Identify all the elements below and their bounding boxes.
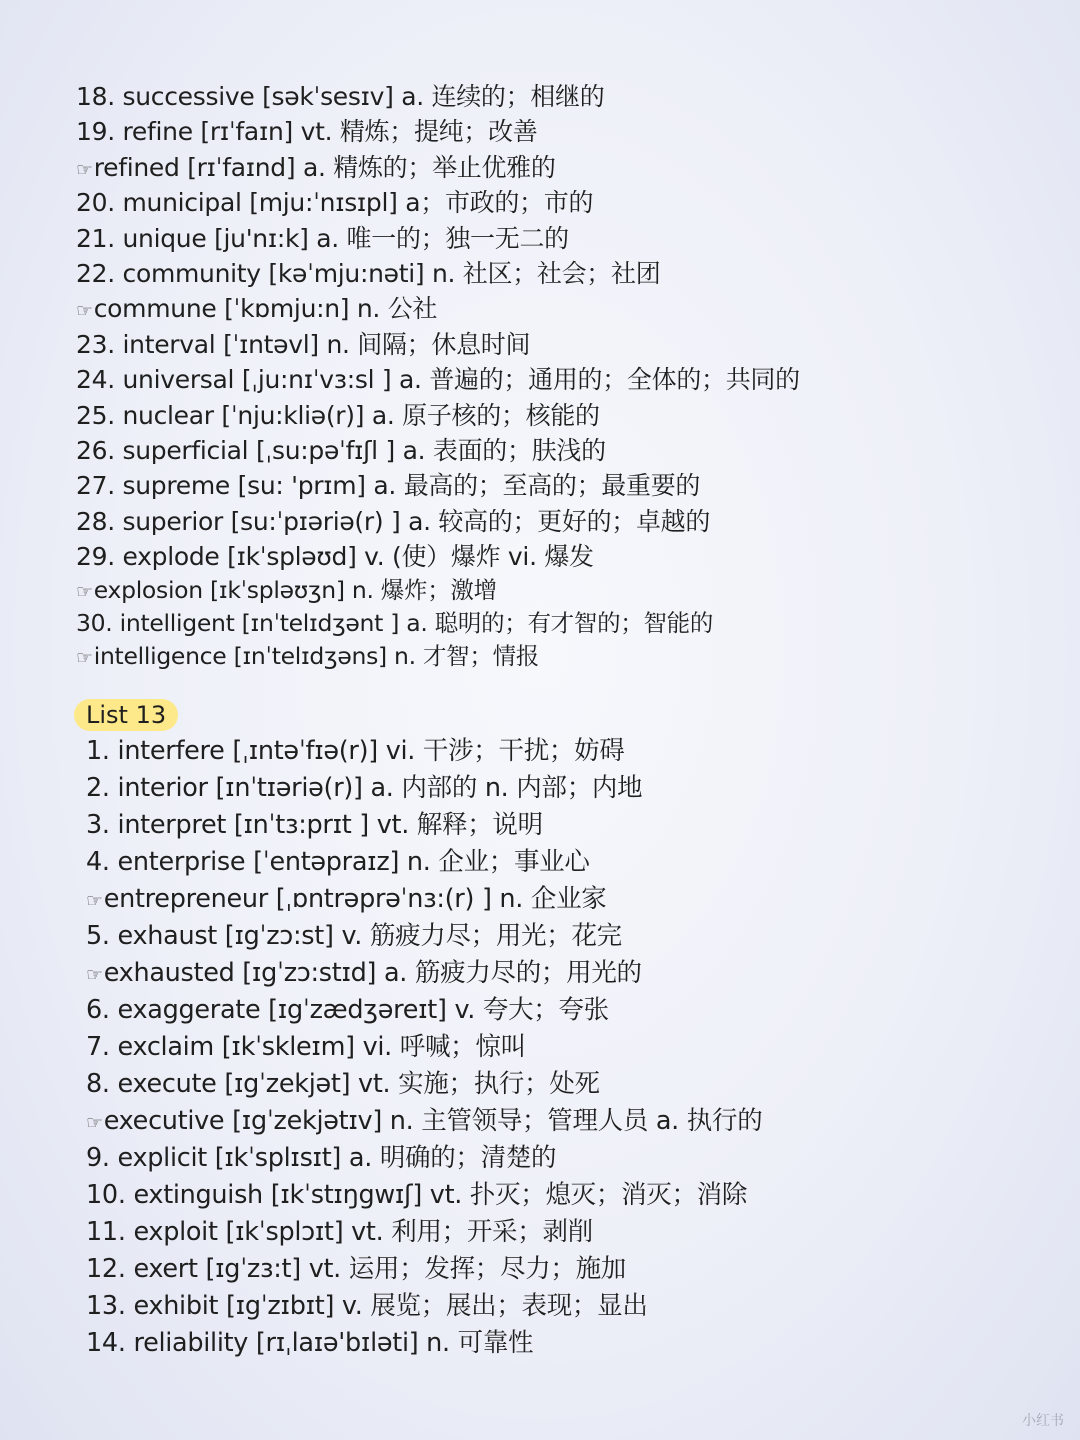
vocab-entry <box>76 607 1060 640</box>
entry-text: 25. nuclear [ˈnju:kliə(r)] a. 原子核的；核能的 <box>76 400 600 430</box>
vocab-list-part-1 <box>76 79 1060 673</box>
derived-word-entry <box>86 881 1060 918</box>
vocab-entry <box>76 362 1060 397</box>
vocab-entry <box>76 114 1060 149</box>
entry-text: 14. reliability [rɪˌlaɪə'bɪləti] n. 可靠性 <box>86 1328 534 1358</box>
entry-text: 26. superficial [ˌsu:pəˈfɪʃl ] a. 表面的；肤浅的 <box>76 435 606 465</box>
vocab-entry <box>76 468 1060 503</box>
derived-word-entry <box>76 574 1060 607</box>
pointing-hand-icon: ☞ <box>86 964 103 986</box>
entry-text: 28. superior [su:ˈpɪəriə(r) ] a. 较高的；更好的；卓越的 <box>76 506 711 536</box>
vocab-entry <box>86 807 1060 844</box>
vocab-entry <box>76 327 1060 362</box>
entry-text: 7. exclaim [ɪkˈskleɪm] vi. 呼喊；惊叫 <box>86 1032 526 1062</box>
entry-text: 30. intelligent [ɪnˈtelɪdʒənt ] a. 聪明的；有才智的；智能的 <box>76 609 714 638</box>
entry-text: 5. exhaust [ɪgˈzɔ:st] v. 筋疲力尽；用光；花完 <box>86 921 622 951</box>
entry-text: 21. unique [ju'nɪ:k] a. 唯一的；独一无二的 <box>76 223 569 253</box>
entry-text: 12. exert [ɪgˈzɜ:t] vt. 运用；发挥；尽力；施加 <box>86 1254 626 1284</box>
vocab-list-13 <box>86 733 1060 1362</box>
vocab-entry <box>86 1251 1060 1288</box>
entry-text: 18. successive [səkˈsesɪv] a. 连续的；相继的 <box>76 82 605 111</box>
entry-text: intelligence [ɪnˈtelɪdʒəns] n. 才智；情报 <box>93 642 539 671</box>
entry-text: 22. community [kəˈmju:nəti] n. 社区；社会；社团 <box>76 258 661 288</box>
derived-word-entry <box>76 291 1060 326</box>
vocab-entry <box>76 79 1060 114</box>
pointing-hand-icon: ☞ <box>86 890 103 912</box>
vocab-entry <box>86 1066 1060 1103</box>
vocab-entry <box>86 1325 1060 1362</box>
entry-text: 3. interpret [ɪnˈtɜ:prɪt ] vt. 解释；说明 <box>86 810 543 840</box>
entry-text: refined [rɪˈfaɪnd] a. 精炼的；举止优雅的 <box>93 152 556 182</box>
entry-text: 13. exhibit [ɪgˈzɪbɪt] v. 展览；展出；表现；显出 <box>86 1291 648 1321</box>
pointing-hand-icon: ☞ <box>76 158 93 181</box>
vocab-entry <box>86 844 1060 881</box>
vocab-entry <box>86 1140 1060 1177</box>
list-title: List 13 <box>74 699 178 731</box>
pointing-hand-icon: ☞ <box>76 581 93 604</box>
pointing-hand-icon: ☞ <box>86 1112 103 1134</box>
vocab-entry <box>86 918 1060 955</box>
vocab-entry <box>76 433 1060 468</box>
pointing-hand-icon: ☞ <box>76 647 93 670</box>
entry-text: exhausted [ɪgˈzɔ:stɪd] a. 筋疲力尽的；用光的 <box>103 958 642 988</box>
vocab-entry <box>76 185 1060 220</box>
entry-text: 2. interior [ɪnˈtɪəriə(r)] a. 内部的 n. 内部；内地 <box>86 773 643 803</box>
derived-word-entry <box>86 955 1060 992</box>
vocab-entry <box>86 733 1060 770</box>
vocab-entry <box>86 992 1060 1029</box>
entry-text: explosion [ɪkˈspləʊʒn] n. 爆炸；激增 <box>93 576 497 605</box>
vocab-entry <box>76 539 1060 574</box>
vocab-entry <box>86 1288 1060 1325</box>
derived-word-entry <box>76 640 1060 673</box>
entry-text: 24. universal [ˌju:nɪˈvɜ:sl ] a. 普遍的；通用的；全体的；共同的 <box>76 365 800 395</box>
vocab-entry <box>86 1029 1060 1066</box>
vocab-entry <box>86 1214 1060 1251</box>
entry-text: 23. interval [ˈɪntəvl] n. 间隔；休息时间 <box>76 329 531 359</box>
entry-text: 4. enterprise [ˈentəpraɪz] n. 企业；事业心 <box>86 847 590 877</box>
entry-text: 29. explode [ɪkˈspləʊd] v. (使）爆炸 vi. 爆发 <box>76 542 594 572</box>
derived-word-entry <box>76 150 1060 185</box>
vocab-entry <box>86 770 1060 807</box>
vocab-entry <box>86 1177 1060 1214</box>
vocab-entry <box>76 221 1060 256</box>
vocab-entry <box>76 398 1060 433</box>
vocab-entry <box>76 504 1060 539</box>
pointing-hand-icon: ☞ <box>76 300 93 323</box>
entry-text: 9. explicit [ɪkˈsplɪsɪt] a. 明确的；清楚的 <box>86 1143 557 1173</box>
entry-text: executive [ɪgˈzekjətɪv] n. 主管领导；管理人员 a. 执行的 <box>103 1106 763 1136</box>
derived-word-entry <box>86 1103 1060 1140</box>
entry-text: 20. municipal [mju:ˈnɪsɪpl] a；市政的；市的 <box>76 188 594 218</box>
entry-text: 19. refine [rɪˈfaɪn] vt. 精炼；提纯；改善 <box>76 117 538 147</box>
entry-text: 1. interfere [ˌɪntəˈfɪə(r)] vi. 干涉；干扰；妨碍 <box>86 736 625 766</box>
entry-text: 6. exaggerate [ɪgˈzædʒəreɪt] v. 夸大；夸张 <box>86 995 609 1025</box>
entry-text: 11. exploit [ɪkˈsplɔɪt] vt. 利用；开采；剥削 <box>86 1217 593 1247</box>
vocab-entry <box>76 256 1060 291</box>
entry-text: 27. supreme [su: 'prɪm] a. 最高的；至高的；最重要的 <box>76 471 701 501</box>
entry-text: 8. execute [ɪgˈzekjət] vt. 实施；执行；处死 <box>86 1069 600 1099</box>
watermark: 小红书 <box>1022 1413 1064 1429</box>
entry-text: commune [ˈkɒmju:n] n. 公社 <box>93 294 438 324</box>
entry-text: 10. extinguish [ɪkˈstɪŋgwɪʃ] vt. 扑灭；熄灭；消灭；消除 <box>86 1180 748 1210</box>
entry-text: entrepreneur [ˌɒntrəprəˈnɜ:(r) ] n. 企业家 <box>103 884 607 914</box>
